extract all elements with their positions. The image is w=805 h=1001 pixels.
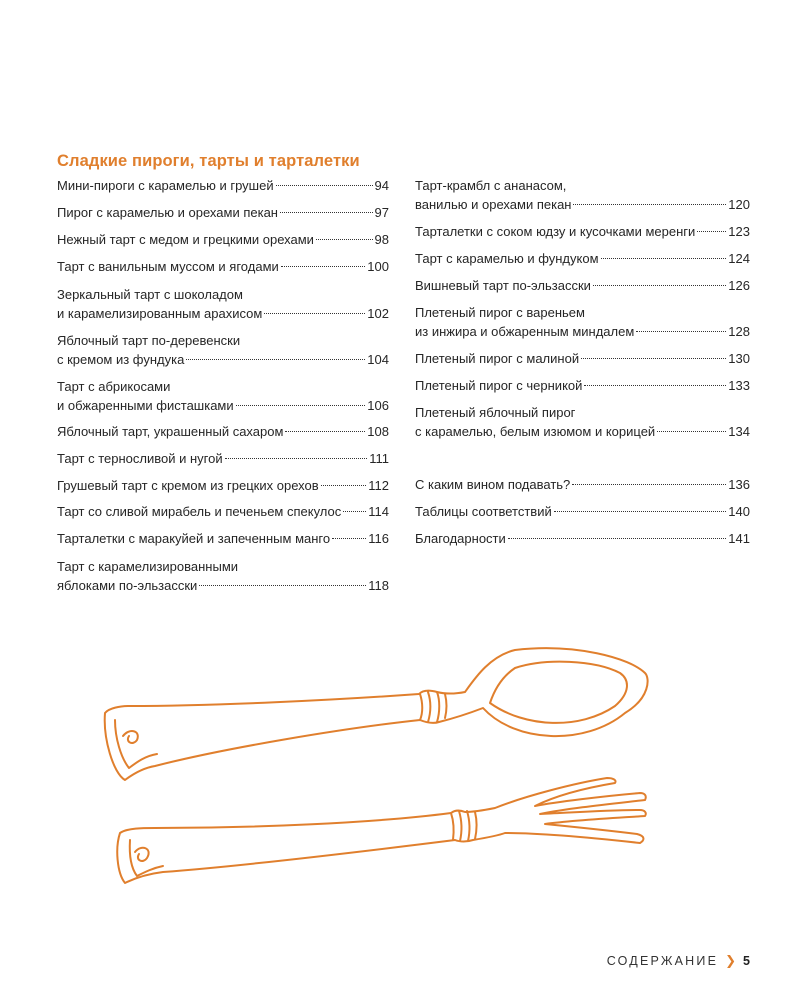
toc-entry[interactable]: [57, 377, 389, 415]
dot-leader: [264, 313, 365, 314]
toc-entry[interactable]: [415, 222, 750, 241]
toc-entry-title: Тарт с терносливой и нугой: [57, 451, 223, 466]
toc-entry-title: Зеркальный тарт с шоколадом: [57, 287, 243, 302]
toc-entry-line: [57, 377, 389, 396]
toc-page-number: 108: [367, 424, 389, 439]
toc-entry-line: [415, 475, 750, 494]
toc-entry-line: [415, 303, 750, 322]
toc-entry-title: из инжира и обжаренным миндалем: [415, 324, 635, 339]
toc-entry[interactable]: [415, 529, 750, 548]
toc-page-number: 124: [728, 251, 750, 266]
toc-entry[interactable]: [415, 376, 750, 395]
toc-entry[interactable]: [57, 449, 389, 468]
toc-entry[interactable]: [57, 331, 389, 369]
toc-entry-line: [57, 422, 389, 441]
toc-entry-line: [57, 576, 389, 595]
dot-leader: [332, 538, 366, 539]
toc-entry[interactable]: [57, 502, 389, 521]
dot-leader: [343, 511, 366, 512]
toc-page-number: 140: [728, 504, 750, 519]
toc-entry[interactable]: [415, 502, 750, 521]
chevron-right-icon: ❯: [725, 953, 737, 968]
toc-entry[interactable]: [415, 349, 750, 368]
toc-entry-title: Грушевый тарт с кремом из грецких орехов: [57, 478, 319, 493]
toc-entry-title: Нежный тарт с медом и грецкими орехами: [57, 232, 314, 247]
cutlery-illustration: [85, 628, 665, 898]
toc-page-number: 106: [367, 398, 389, 413]
toc-page-number: 133: [728, 378, 750, 393]
toc-page-number: 98: [374, 232, 389, 247]
toc-entry-line: [57, 396, 389, 415]
toc-entry-title: с карамелью, белым изюмом и корицей: [415, 424, 656, 439]
toc-entry-line: [57, 529, 389, 548]
dot-leader: [593, 285, 726, 286]
toc-entry[interactable]: [57, 476, 389, 495]
dot-leader: [285, 431, 365, 432]
spoon-icon: [105, 648, 648, 780]
toc-entry-title: с кремом из фундука: [57, 352, 185, 367]
dot-leader: [199, 585, 366, 586]
toc-entry[interactable]: [415, 276, 750, 295]
toc-entry[interactable]: [415, 176, 750, 214]
toc-entry-title: и карамелизированным арахисом: [57, 306, 263, 321]
toc-entry[interactable]: [57, 257, 389, 276]
toc-entry-line: [57, 203, 389, 222]
dot-leader: [554, 511, 727, 512]
toc-entry[interactable]: [415, 249, 750, 268]
toc-entry-line: [57, 331, 389, 350]
toc-entry-title: Плетеный пирог с вареньем: [415, 305, 585, 320]
toc-entry-title: Яблочный тарт, украшенный сахаром: [57, 424, 284, 439]
dot-leader: [321, 485, 367, 486]
toc-page-number: 116: [368, 531, 389, 546]
footer-section-label: СОДЕРЖАНИЕ: [606, 954, 719, 968]
toc-entry[interactable]: [57, 557, 389, 595]
toc-entry-line: [415, 195, 750, 214]
toc-page-number: 128: [728, 324, 750, 339]
fork-icon: [117, 778, 645, 883]
toc-page-number: 97: [374, 205, 389, 220]
toc-entry[interactable]: [57, 230, 389, 249]
toc-page-number: 94: [374, 178, 389, 193]
toc-entry-title: Благодарности: [415, 531, 506, 546]
toc-entry-title: Плетеный пирог с малиной: [415, 351, 580, 366]
toc-entry-title: Тарт со сливой мирабель и печеньем спекулос: [57, 504, 342, 519]
dot-leader: [508, 538, 727, 539]
toc-page-number: 123: [728, 224, 750, 239]
toc-entry-line: [415, 249, 750, 268]
toc-page-number: 112: [368, 478, 389, 493]
toc-entry-line: [415, 422, 750, 441]
toc-page-number: 141: [728, 531, 750, 546]
toc-entry[interactable]: [57, 422, 389, 441]
section-title: Сладкие пироги, тарты и тарталетки: [57, 152, 360, 170]
toc-page-number: 114: [368, 504, 389, 519]
dot-leader: [316, 239, 373, 240]
toc-entry-title: Таблицы соответствий: [415, 504, 552, 519]
toc-entry[interactable]: [57, 529, 389, 548]
page-footer: [600, 953, 750, 969]
toc-entry-title: Пирог с карамелью и орехами пекан: [57, 205, 278, 220]
toc-entry-title: Тарталетки с маракуйей и запеченным манго: [57, 531, 331, 546]
dot-leader: [573, 204, 726, 205]
toc-entry-line: [57, 285, 389, 304]
toc-entry-line: [57, 230, 389, 249]
dot-leader: [225, 458, 368, 459]
toc-entry-line: [415, 376, 750, 395]
toc-page-number: 120: [728, 197, 750, 212]
toc-entry-line: [415, 322, 750, 341]
toc-entry-title: Плетеный пирог с черникой: [415, 378, 583, 393]
toc-entry-line: [415, 529, 750, 548]
toc-entry-line: [415, 222, 750, 241]
dot-leader: [236, 405, 366, 406]
toc-entry-line: [415, 276, 750, 295]
toc-entry[interactable]: [57, 285, 389, 323]
toc-page-number: 104: [367, 352, 389, 367]
toc-entry[interactable]: [415, 403, 750, 441]
toc-entry-line: [415, 176, 750, 195]
dot-leader: [276, 185, 373, 186]
dot-leader: [581, 358, 726, 359]
toc-page-number: 134: [728, 424, 750, 439]
toc-entry-line: [415, 502, 750, 521]
toc-entry-title: Тарт с абрикосами: [57, 379, 171, 394]
dot-leader: [697, 231, 726, 232]
toc-page-number: 126: [728, 278, 750, 293]
toc-entry-title: Тарталетки с соком юдзу и кусочками меренги: [415, 224, 696, 239]
toc-entry-line: [57, 304, 389, 323]
toc-entry[interactable]: [57, 203, 389, 222]
toc-entry-line: [57, 176, 389, 195]
toc-entry[interactable]: [415, 475, 750, 494]
toc-entry-title: Мини-пироги с карамелью и грушей: [57, 178, 274, 193]
toc-page-number: 118: [368, 578, 389, 593]
toc-entry-title: Плетеный яблочный пирог: [415, 405, 576, 420]
toc-page-number: 102: [367, 306, 389, 321]
dot-leader: [280, 212, 373, 213]
toc-entry-line: [57, 449, 389, 468]
toc-entry-line: [57, 502, 389, 521]
toc-entry-title: Вишневый тарт по-эльзасски: [415, 278, 591, 293]
toc-entry[interactable]: [57, 176, 389, 195]
toc-entry-title: Тарт с карамелью и фундуком: [415, 251, 599, 266]
toc-entry-title: Тарт-крамбл с ананасом,: [415, 178, 567, 193]
toc-page-number: 130: [728, 351, 750, 366]
toc-entry-title: Тарт с карамелизированными: [57, 559, 239, 574]
dot-leader: [572, 484, 726, 485]
toc-entry-line: [415, 403, 750, 422]
dot-leader: [636, 331, 726, 332]
dot-leader: [281, 266, 366, 267]
dot-leader: [186, 359, 365, 360]
toc-entry-line: [57, 257, 389, 276]
dot-leader: [657, 431, 726, 432]
toc-entry[interactable]: [415, 303, 750, 341]
toc-entry-title: ванилью и орехами пекан: [415, 197, 572, 212]
toc-entry-line: [57, 350, 389, 369]
toc-entry-line: [57, 476, 389, 495]
toc-entry-title: Яблочный тарт по-деревенски: [57, 333, 241, 348]
toc-entry-title: С каким вином подавать?: [415, 477, 571, 492]
dot-leader: [601, 258, 727, 259]
toc-page-number: 136: [728, 477, 750, 492]
toc-entry-title: и обжаренными фисташками: [57, 398, 234, 413]
toc-entry-line: [57, 557, 389, 576]
toc-entry-line: [415, 349, 750, 368]
toc-entry-title: Тарт с ванильным муссом и ягодами: [57, 259, 279, 274]
toc-entry-title: яблоками по-эльзасски: [57, 578, 198, 593]
page-number: 5: [743, 954, 750, 968]
dot-leader: [584, 385, 726, 386]
toc-page-number: 100: [367, 259, 389, 274]
toc-page-number: 111: [369, 451, 389, 466]
